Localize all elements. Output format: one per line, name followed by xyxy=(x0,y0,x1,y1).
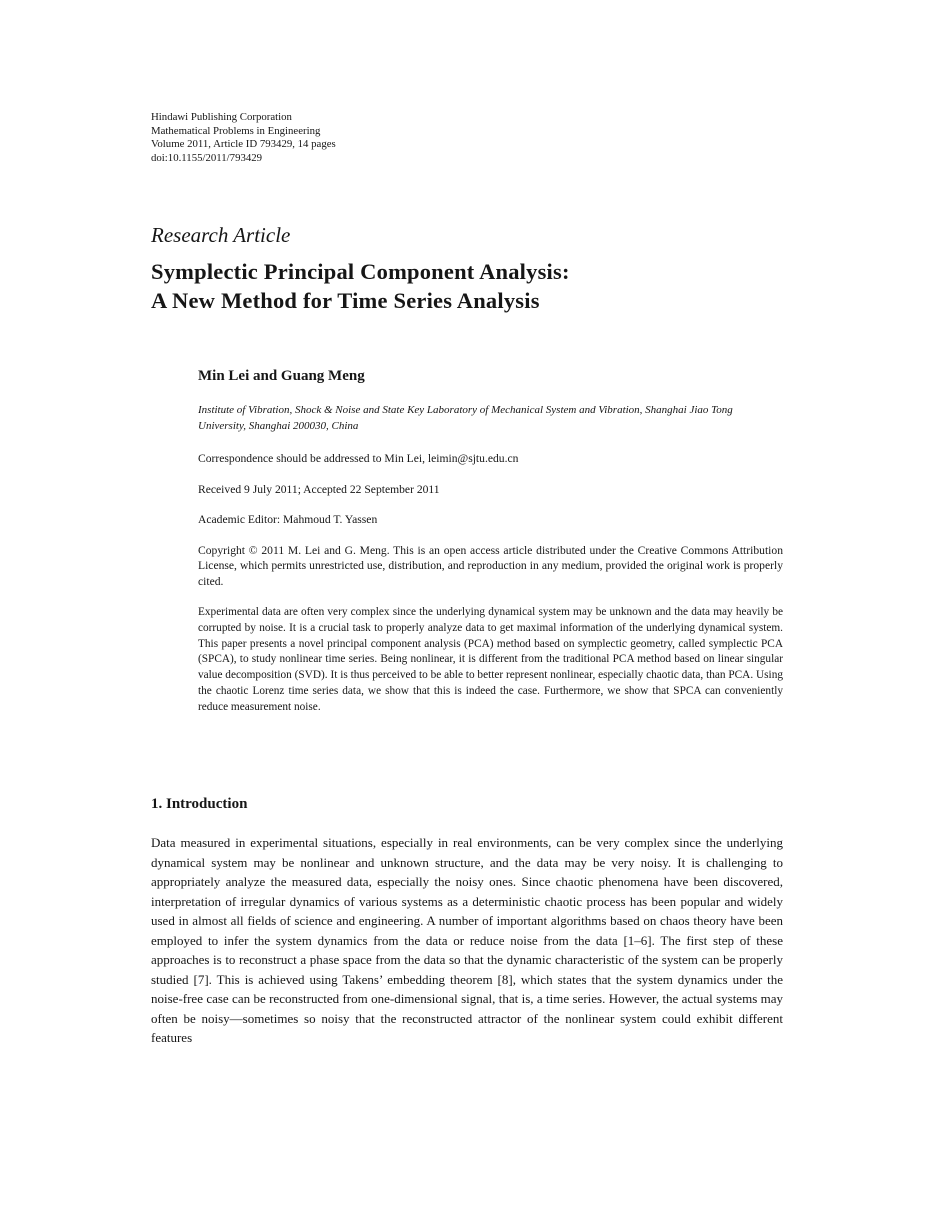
article-title-line2: A New Method for Time Series Analysis xyxy=(151,288,540,313)
volume-info: Volume 2011, Article ID 793429, 14 pages xyxy=(151,138,336,151)
affiliation-line: Institute of Vibration, Shock & Noise and State Key Laboratory of Mechanical System and Vibration, Shanghai Jiao Tong University, Shanghai 200030, China xyxy=(198,404,733,432)
journal-name: Mathematical Problems in Engineering xyxy=(151,124,321,137)
authors-line: Min Lei and Guang Meng xyxy=(198,368,365,384)
journal-header xyxy=(151,111,336,165)
abstract-paragraph: Experimental data are often very complex since the underlying dynamical system may be unknown and the data may heavily be corrupted by noise. It is a crucial task to properly analyze data to get maximal information of the underlying dynamical system. This paper presents a novel principal component analysis (PCA) method based on symplectic geometry, called symplectic PCA (SPCA), to study nonlinear time series. Being nonlinear, it is different from the traditional PCA method based on linear singular value decomposition (SVD). It is thus perceived to be able to better represent nonlinear, especially chaotic data, than PCA. Using the chaotic Lorenz time series data, we show that this is indeed the case. Furthermore, we show that SPCA can conveniently reduce measurement noise. xyxy=(198,606,783,713)
academic-editor-line: Academic Editor: Mahmoud T. Yassen xyxy=(198,513,378,526)
copyright-notice: Copyright © 2011 M. Lei and G. Meng. This is an open access article distributed under the Creative Commons Attribution License, which permits unrestricted use, distribution, and reproduction in any medium, provided the original work is properly cited. xyxy=(198,544,783,588)
article-title-line1: Symplectic Principal Component Analysis: xyxy=(151,259,570,284)
section-heading-introduction: 1. Introduction xyxy=(151,796,248,812)
article-type-label: Research Article xyxy=(151,223,291,247)
doi-line: doi:10.1155/2011/793429 xyxy=(151,151,263,164)
introduction-paragraph: Data measured in experimental situations, especially in real environments, can be very complex since the underlying dynamical system may be nonlinear and unknown structure, and the data may be very noisy. It is challenging to appropriately analyze the measured data, especially the noisy ones. Since chaotic phenomena have been discovered, interpretation of irregular dynamics of various systems as a deterministic chaotic process has been popular and widely used in almost all fields of science and engineering. A number of important algorithms based on chaos theory have been employed to infer the system dynamics from the data or reduce noise from the data [1–6]. The first step of these approaches is to reconstruct a phase space from the data so that the dynamic characteristic of the system can be properly studied [7]. This is achieved using Takens’ embedding theorem [8], which states that the system dynamics under the noise-free case can be reconstructed from one-dimensional signal, that is, a time series. However, the actual systems may often be noisy—sometimes so noisy that the reconstructed attractor of the nonlinear system could exhibit different features xyxy=(151,835,783,1045)
received-accepted-line: Received 9 July 2011; Accepted 22 September 2011 xyxy=(198,483,440,496)
article-title xyxy=(151,257,791,315)
correspondence-line: Correspondence should be addressed to Min Lei, leimin@sjtu.edu.cn xyxy=(198,452,519,465)
publisher-name: Hindawi Publishing Corporation xyxy=(151,111,292,123)
